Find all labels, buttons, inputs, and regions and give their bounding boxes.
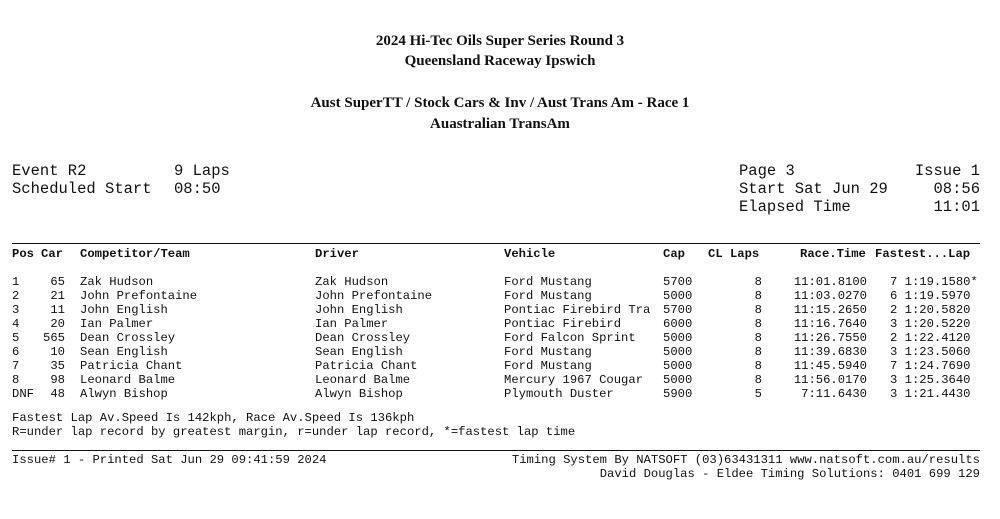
cell-fastest-lap: 7 1:19.1580*: [890, 275, 978, 289]
table-row: [0, 331, 1000, 345]
elapsed-time: 11:01: [933, 198, 980, 216]
table-row: [0, 275, 1000, 289]
cell-car: 565: [43, 331, 65, 345]
cell-cap: 5700: [663, 275, 693, 289]
cell-vehicle: Mercury 1967 Cougar: [504, 373, 643, 387]
cell-driver: Patricia Chant: [315, 359, 418, 373]
cell-driver: John Prefontaine: [315, 289, 433, 303]
elapsed-label: Elapsed Time: [739, 198, 851, 216]
col-cap: Cap: [663, 247, 685, 261]
cell-laps: 8: [754, 359, 762, 373]
page-number: Page 3: [739, 162, 795, 180]
cell-pos: 6: [12, 345, 20, 359]
cell-car: 98: [50, 373, 65, 387]
legend-note: R=under lap record by greatest margin, r=under lap record, *=fastest lap time: [12, 425, 576, 439]
header-rule: [12, 243, 980, 244]
laps-count: 9 Laps: [174, 162, 230, 180]
cell-car: 20: [50, 317, 65, 331]
venue-name: Queensland Raceway Ipswich: [404, 53, 596, 69]
cell-competitor: Patricia Chant: [80, 359, 183, 373]
cell-driver: Leonard Balme: [315, 373, 411, 387]
cell-driver: John English: [315, 303, 403, 317]
table-row: [0, 359, 1000, 373]
cell-vehicle: Pontiac Firebird Tra: [504, 303, 651, 317]
cell-cap: 6000: [663, 317, 693, 331]
cell-laps: 8: [754, 345, 762, 359]
cell-fastest-lap: 6 1:19.5970: [890, 289, 971, 303]
cell-driver: Zak Hudson: [315, 275, 389, 289]
cell-competitor: John Prefontaine: [80, 289, 198, 303]
cell-vehicle: Ford Mustang: [504, 275, 592, 289]
cell-competitor: Leonard Balme: [80, 373, 176, 387]
start-label: Start Sat Jun 29: [739, 180, 888, 198]
cell-competitor: Ian Palmer: [80, 317, 154, 331]
cell-race-time: 11:03.0270: [793, 289, 867, 303]
contact-info: David Douglas - Eldee Timing Solutions: 0401 699 129: [599, 467, 980, 481]
cell-race-time: 7:11.6430: [801, 387, 867, 401]
cell-laps: 8: [754, 303, 762, 317]
cell-laps: 8: [754, 331, 762, 345]
cell-cap: 5000: [663, 331, 693, 345]
cell-pos: 5: [12, 331, 20, 345]
table-row: [0, 345, 1000, 359]
cell-vehicle: Ford Falcon Sprint: [504, 331, 636, 345]
cell-car: 10: [50, 345, 65, 359]
footer-rule: [12, 450, 980, 451]
cell-competitor: Zak Hudson: [80, 275, 154, 289]
cell-pos: 7: [12, 359, 20, 373]
cell-fastest-lap: 2 1:20.5820: [890, 303, 971, 317]
table-row: [0, 303, 1000, 317]
cell-cap: 5000: [663, 289, 693, 303]
table-row: [0, 317, 1000, 331]
cell-race-time: 11:16.7640: [793, 317, 867, 331]
cell-car: 21: [50, 289, 65, 303]
col-car: Car: [41, 247, 63, 261]
cell-competitor: Sean English: [80, 345, 168, 359]
class-name: Auastralian TransAm: [430, 116, 570, 132]
cell-cap: 5700: [663, 303, 693, 317]
cell-laps: 8: [754, 275, 762, 289]
cell-vehicle: Ford Mustang: [504, 359, 592, 373]
cell-race-time: 11:15.2650: [793, 303, 867, 317]
cell-pos: 4: [12, 317, 20, 331]
cell-competitor: Alwyn Bishop: [80, 387, 168, 401]
cell-driver: Ian Palmer: [315, 317, 389, 331]
cell-vehicle: Pontiac Firebird: [504, 317, 622, 331]
cell-fastest-lap: 2 1:22.4120: [890, 331, 971, 345]
event-label: Event R2: [12, 162, 87, 180]
cell-pos: 2: [12, 289, 20, 303]
col-driver: Driver: [315, 247, 359, 261]
cell-vehicle: Plymouth Duster: [504, 387, 614, 401]
cell-fastest-lap: 3 1:20.5220: [890, 317, 971, 331]
cell-pos: 3: [12, 303, 20, 317]
start-time: 08:56: [933, 180, 980, 198]
speed-note: Fastest Lap Av.Speed Is 142kph, Race Av.Speed Is 136kph: [12, 411, 415, 425]
table-row: [0, 373, 1000, 387]
cell-driver: Sean English: [315, 345, 403, 359]
race-title: Aust SuperTT / Stock Cars & Inv / Aust Trans Am - Race 1: [310, 95, 690, 111]
cell-driver: Alwyn Bishop: [315, 387, 403, 401]
cell-fastest-lap: 7 1:24.7690: [890, 359, 971, 373]
cell-pos: 8: [12, 373, 20, 387]
cell-race-time: 11:26.7550: [793, 331, 867, 345]
col-race-time: Race.Time: [800, 247, 866, 261]
cell-car: 65: [50, 275, 65, 289]
cell-race-time: 11:45.5940: [793, 359, 867, 373]
scheduled-start-time: 08:50: [174, 180, 221, 198]
cell-fastest-lap: 3 1:21.4430: [890, 387, 971, 401]
cell-pos: DNF: [12, 387, 34, 401]
cell-competitor: John English: [80, 303, 168, 317]
col-competitor: Competitor/Team: [80, 247, 190, 261]
col-pos: Pos: [12, 247, 34, 261]
cell-laps: 8: [754, 317, 762, 331]
table-row: [0, 289, 1000, 303]
col-fastest-lap: Fastest...Lap: [875, 247, 971, 261]
cell-laps: 8: [754, 373, 762, 387]
cell-race-time: 11:01.8100: [793, 275, 867, 289]
col-cl-laps: CL Laps: [708, 247, 760, 261]
cell-car: 48: [50, 387, 65, 401]
table-row: [0, 387, 1000, 401]
cell-car: 35: [50, 359, 65, 373]
printed-info: Issue# 1 - Printed Sat Jun 29 09:41:59 2024: [12, 453, 327, 467]
cell-laps: 8: [754, 289, 762, 303]
cell-car: 11: [50, 303, 65, 317]
cell-vehicle: Ford Mustang: [504, 345, 592, 359]
cell-fastest-lap: 3 1:23.5060: [890, 345, 971, 359]
cell-cap: 5000: [663, 373, 693, 387]
issue-number: Issue 1: [914, 162, 980, 180]
cell-driver: Dean Crossley: [315, 331, 411, 345]
cell-race-time: 11:56.0170: [793, 373, 867, 387]
cell-race-time: 11:39.6830: [793, 345, 867, 359]
cell-cap: 5000: [663, 345, 693, 359]
cell-vehicle: Ford Mustang: [504, 289, 592, 303]
report-title: 2024 Hi-Tec Oils Super Series Round 3: [375, 33, 625, 49]
timing-system-info: Timing System By NATSOFT (03)63431311 www.natsoft.com.au/results: [511, 453, 980, 467]
cell-fastest-lap: 3 1:25.3640: [890, 373, 971, 387]
cell-cap: 5000: [663, 359, 693, 373]
scheduled-start-label: Scheduled Start: [12, 180, 152, 198]
cell-competitor: Dean Crossley: [80, 331, 176, 345]
cell-pos: 1: [12, 275, 20, 289]
cell-laps: 5: [754, 387, 762, 401]
col-vehicle: Vehicle: [504, 247, 556, 261]
cell-cap: 5900: [663, 387, 693, 401]
